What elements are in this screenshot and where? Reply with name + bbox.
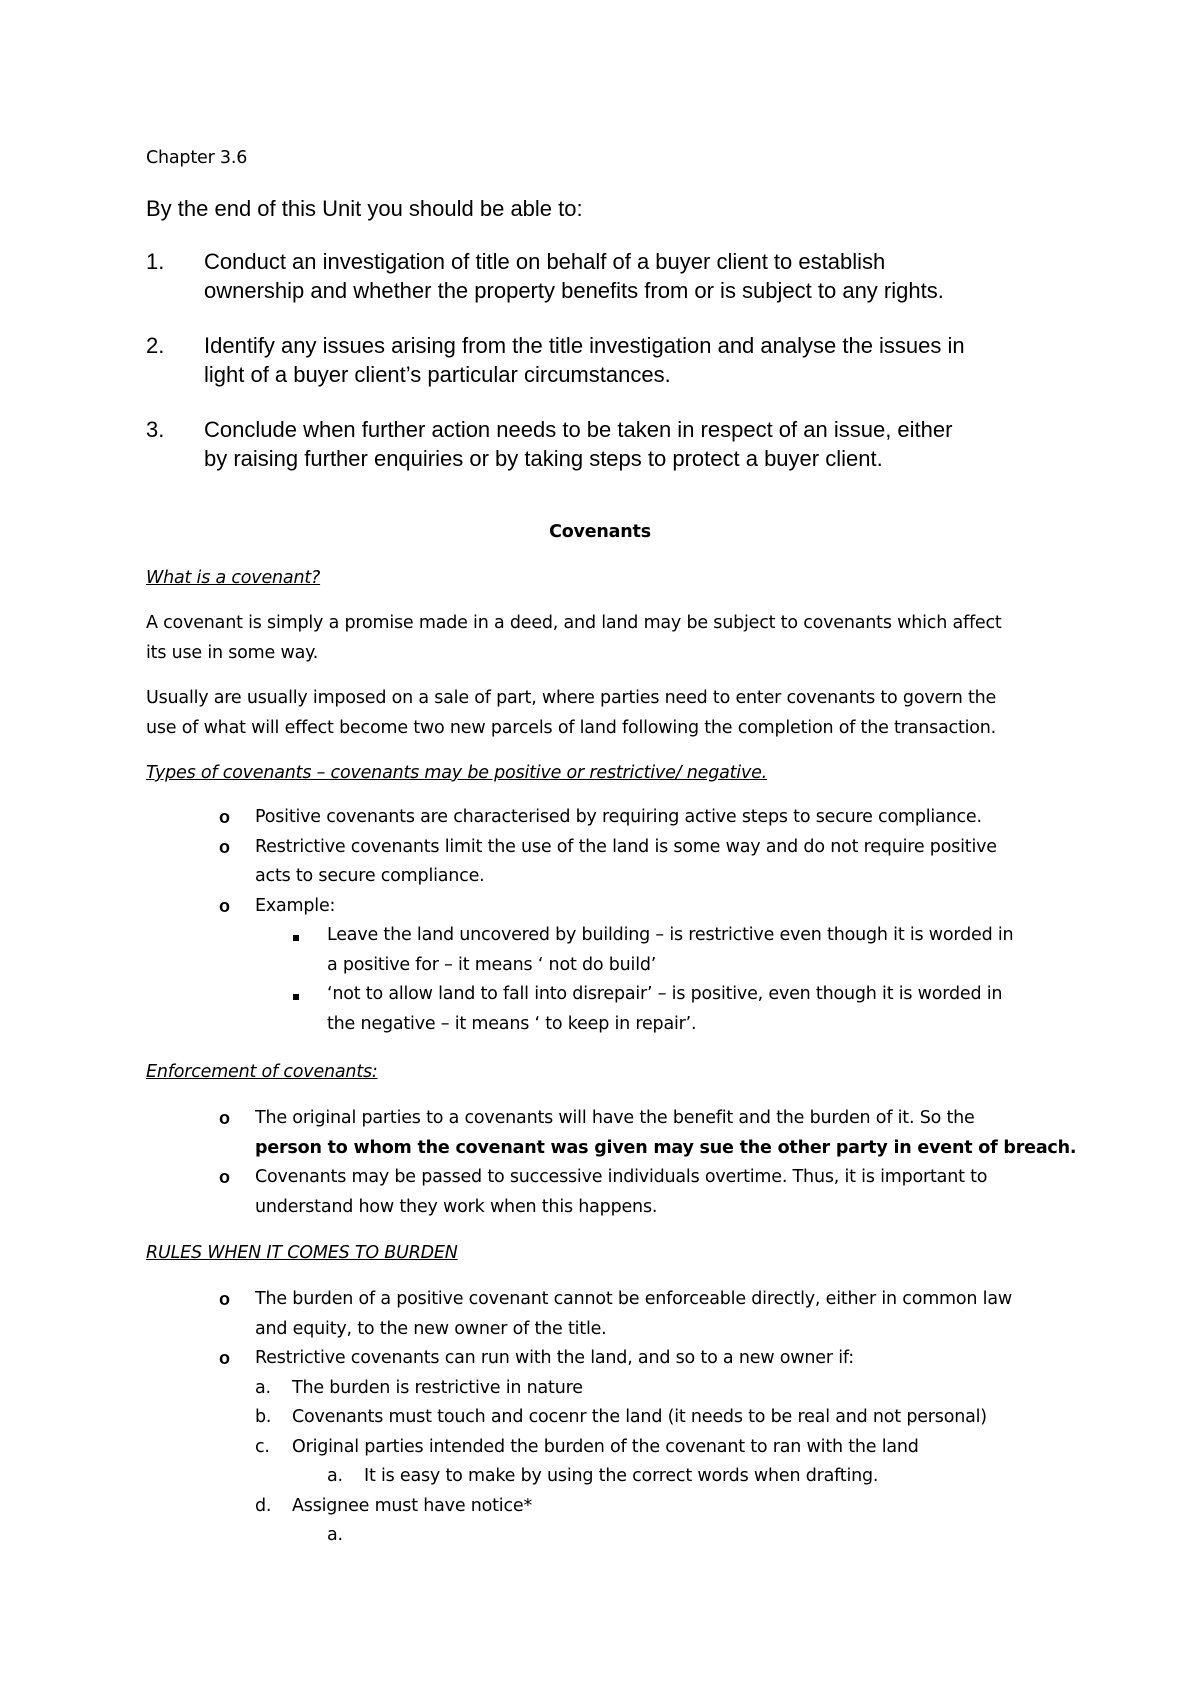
- objective-number: 3.: [146, 417, 165, 442]
- item-label: a.: [327, 1525, 343, 1545]
- item-label: a.: [255, 1378, 271, 1398]
- list-item: The original parties to a covenants will have the benefit and the burden of it. So the: [255, 1108, 975, 1128]
- list-item: Example:: [255, 896, 336, 916]
- square-bullet-icon: [293, 994, 299, 1000]
- objective-text: Identify any issues arising from the title investigation and analyse the issues in: [204, 333, 965, 358]
- bullet-icon: o: [219, 1167, 230, 1187]
- objective-text: by raising further enquiries or by taking steps to protect a buyer client.: [204, 446, 883, 471]
- item-text: The burden is restrictive in nature: [292, 1378, 583, 1398]
- paragraph-line: Usually are usually imposed on a sale of part, where parties need to enter covenants to govern the: [146, 688, 997, 708]
- paragraph-line: A covenant is simply a promise made in a deed, and land may be subject to covenants which affect: [146, 613, 1002, 633]
- objective-text: Conclude when further action needs to be taken in respect of an issue, either: [204, 417, 953, 442]
- section-title: Covenants: [549, 522, 651, 542]
- list-item: The burden of a positive covenant cannot be enforceable directly, either in common law: [255, 1289, 1012, 1309]
- list-item: Restrictive covenants limit the use of the land is some way and do not require positive: [255, 837, 997, 857]
- list-item: Positive covenants are characterised by requiring active steps to secure compliance.: [255, 807, 982, 827]
- enforcement-heading: Enforcement of covenants:: [146, 1062, 378, 1082]
- item-label: c.: [255, 1437, 270, 1457]
- item-label: d.: [255, 1496, 272, 1516]
- bullet-icon: o: [219, 896, 230, 916]
- objective-text: Conduct an investigation of title on behalf of a buyer client to establish: [204, 249, 886, 274]
- item-text: Covenants must touch and cocenr the land (it needs to be real and not personal): [292, 1407, 987, 1427]
- objective-number: 1.: [146, 249, 165, 274]
- bullet-icon: o: [219, 807, 230, 827]
- list-item: and equity, to the new owner of the title.: [255, 1319, 607, 1339]
- list-item: Covenants may be passed to successive individuals overtime. Thus, it is important to: [255, 1167, 988, 1187]
- item-text: It is easy to make by using the correct words when drafting.: [364, 1466, 879, 1486]
- paragraph-line: use of what will effect become two new parcels of land following the completion of the transaction.: [146, 718, 997, 738]
- paragraph-line: its use in some way.: [146, 643, 319, 663]
- objective-text: ownership and whether the property benefits from or is subject to any rights.: [204, 278, 944, 303]
- list-item: person to whom the covenant was given may sue the other party in event of breach.: [255, 1138, 1077, 1158]
- bullet-icon: o: [219, 1108, 230, 1128]
- objective-number: 2.: [146, 333, 165, 358]
- sub-list-item: a positive for – it means ‘ not do build’: [327, 955, 657, 975]
- rules-heading: RULES WHEN IT COMES TO BURDEN: [146, 1243, 458, 1263]
- item-label: a.: [327, 1466, 343, 1486]
- sub-list-item: Leave the land uncovered by building – is restrictive even though it is worded in: [327, 925, 1014, 945]
- list-item: understand how they work when this happens.: [255, 1197, 658, 1217]
- sub-list-item: ‘not to allow land to fall into disrepair’ – is positive, even though it is worded in: [327, 984, 1003, 1004]
- item-text: Original parties intended the burden of the covenant to ran with the land: [292, 1437, 919, 1457]
- sub-list-item: the negative – it means ‘ to keep in repair’.: [327, 1014, 697, 1034]
- types-heading: Types of covenants – covenants may be positive or restrictive/ negative.: [146, 763, 768, 783]
- square-bullet-icon: [293, 935, 299, 941]
- chapter-label: Chapter 3.6: [146, 148, 248, 168]
- bullet-icon: o: [219, 1348, 230, 1368]
- intro-text: By the end of this Unit you should be able to:: [146, 196, 583, 221]
- list-item: acts to secure compliance.: [255, 866, 485, 886]
- bullet-icon: o: [219, 837, 230, 857]
- objective-text: light of a buyer client’s particular circumstances.: [204, 362, 671, 387]
- item-label: b.: [255, 1407, 272, 1427]
- what-heading: What is a covenant?: [146, 568, 321, 588]
- list-item: Restrictive covenants can run with the land, and so to a new owner if:: [255, 1348, 854, 1368]
- bullet-icon: o: [219, 1289, 230, 1309]
- item-text: Assignee must have notice*: [292, 1496, 533, 1516]
